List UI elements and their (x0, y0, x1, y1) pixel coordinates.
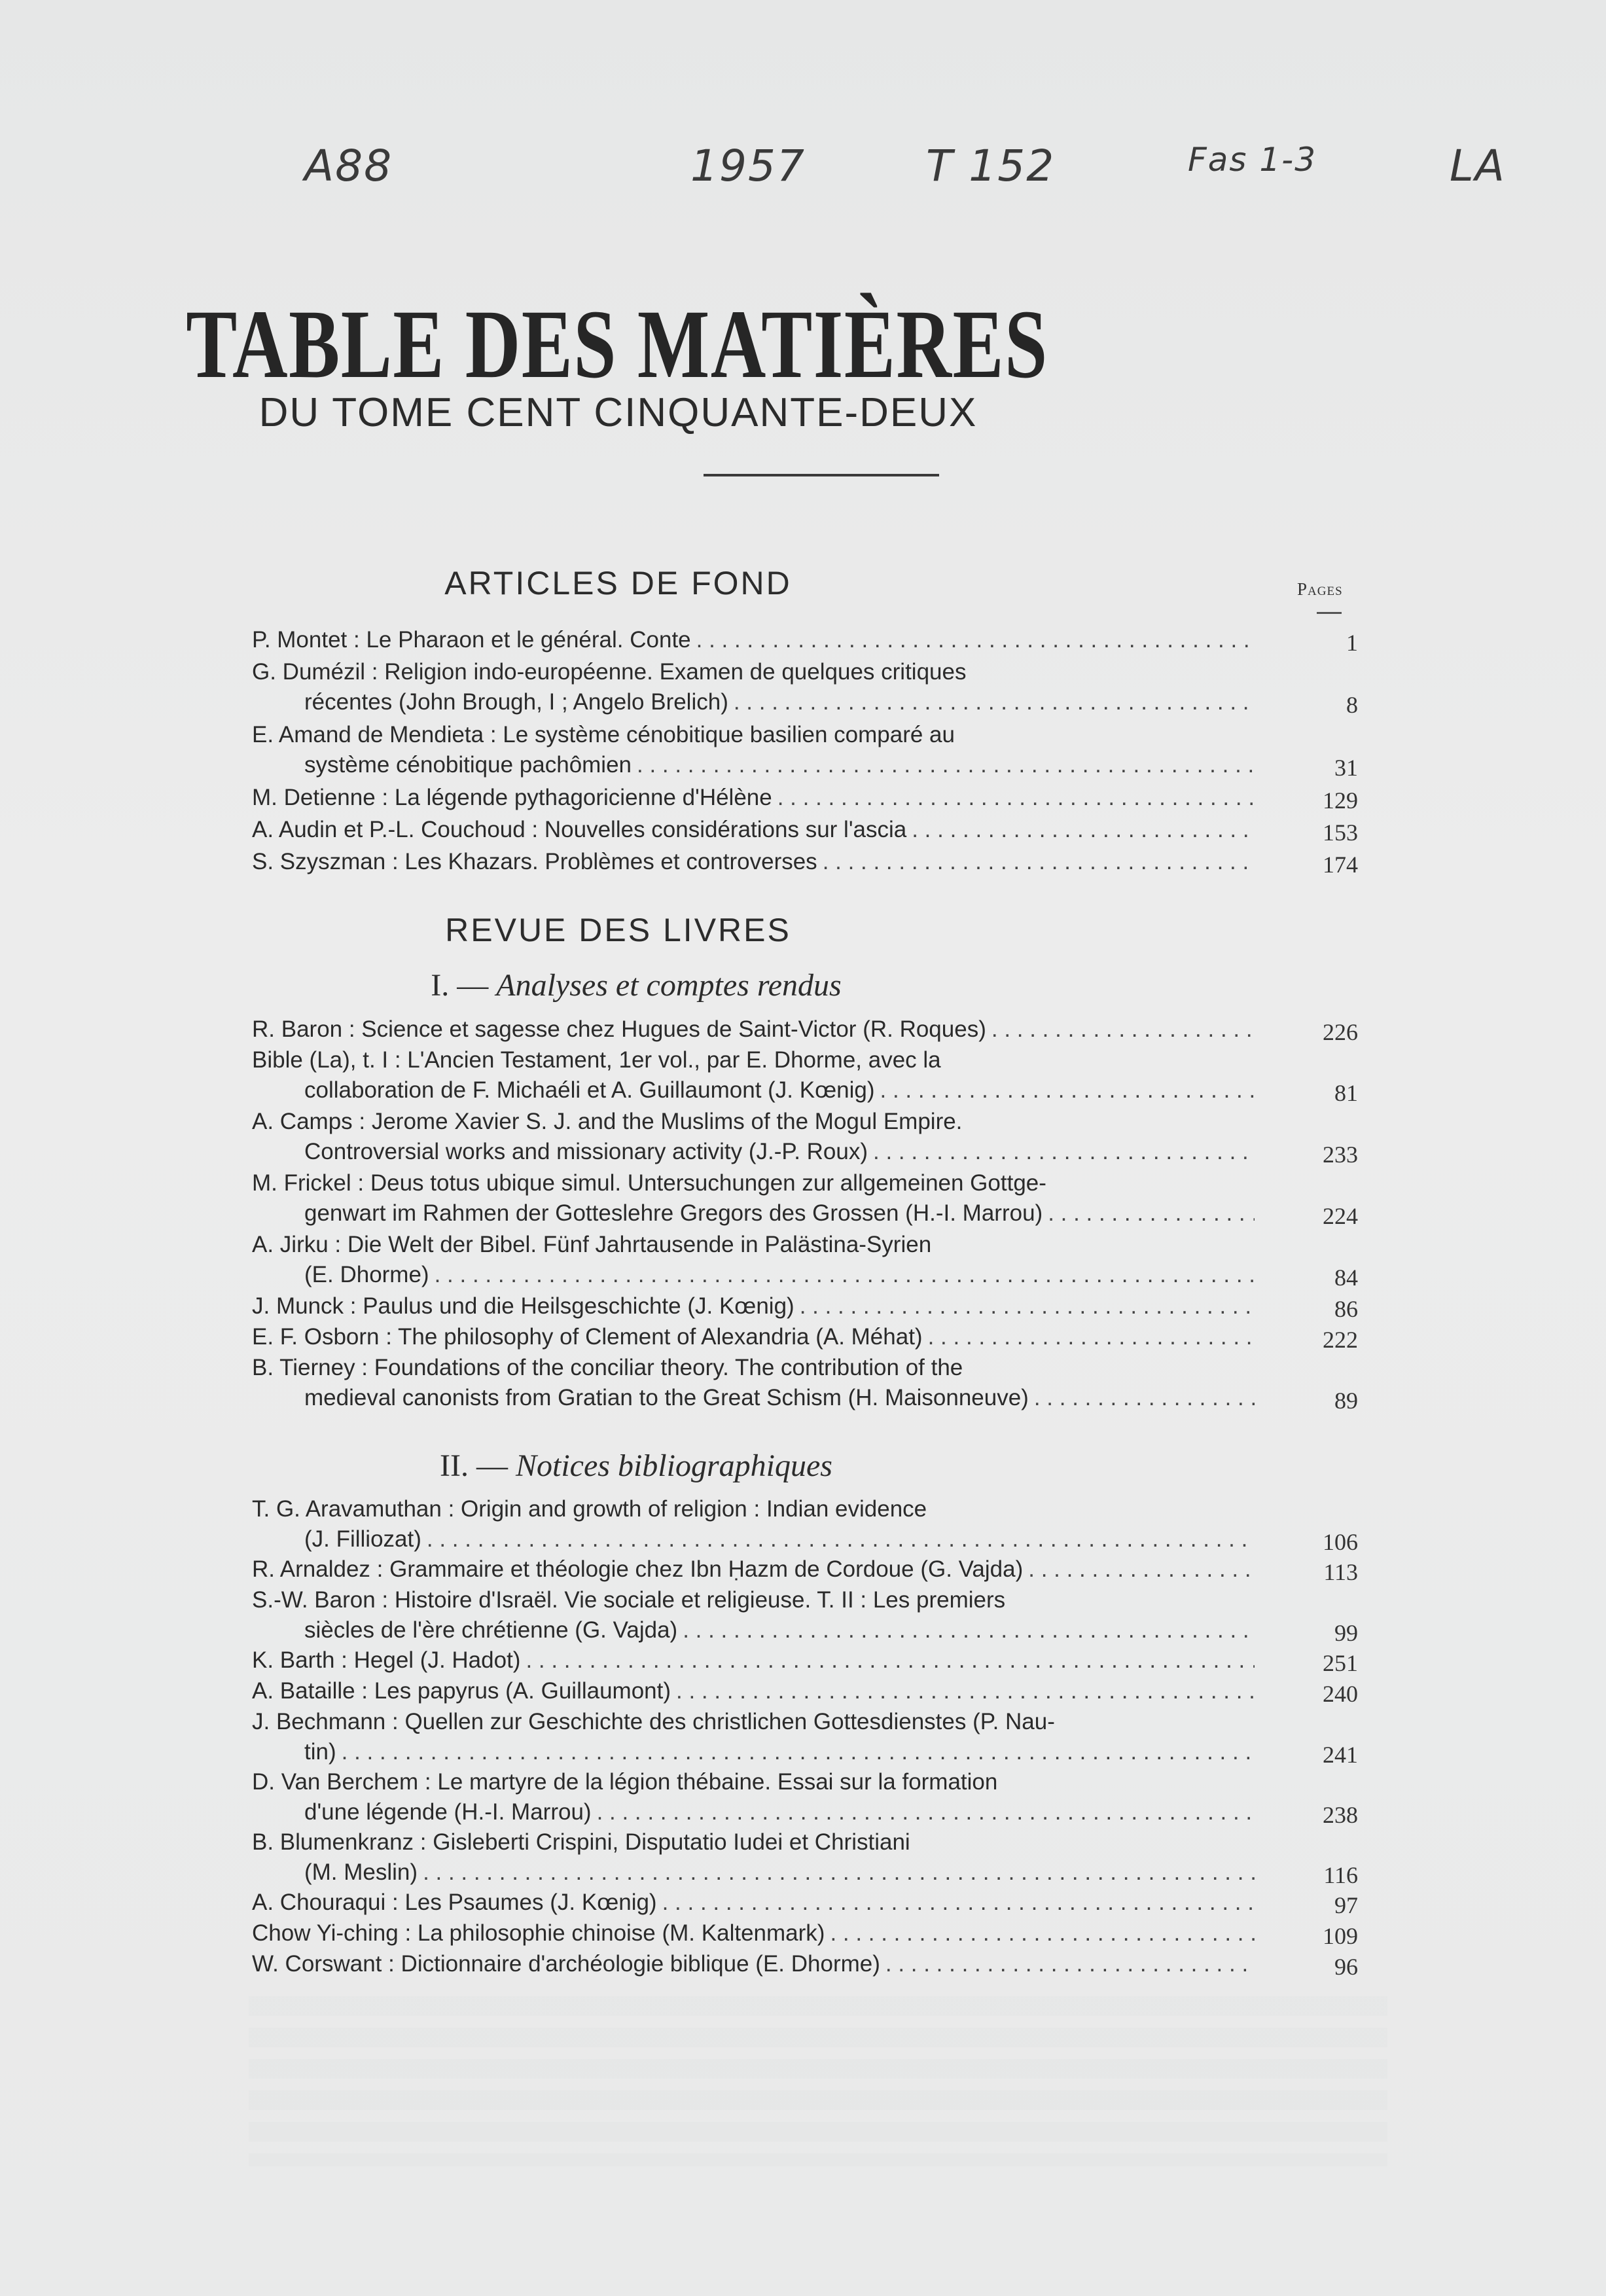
dot-leader (830, 1918, 1255, 1948)
toc-page-number: 238 (1323, 1802, 1358, 1828)
toc-entry (252, 1707, 1260, 1767)
toc-entry-text: R. Baron : Science et sagesse chez Hugues de Saint-Victor (R. Roques) (252, 1016, 986, 1042)
toc-entry-line (252, 1014, 1260, 1045)
toc-entry-text: (J. Filliozat) (304, 1526, 421, 1552)
section-heading-revue: REVUE DES LIVRES (445, 912, 791, 948)
toc-entry (252, 847, 1260, 877)
toc-entry (252, 657, 1260, 717)
toc-entry-text: récentes (John Brough, I ; Angelo Brelich) (304, 689, 728, 715)
toc-entry-text: E. F. Osborn : The philosophy of Clement of Alexandria (A. Méhat) (252, 1324, 923, 1350)
toc-entry-text: A. Audin et P.-L. Couchoud : Nouvelles considérations sur l'ascia (252, 817, 907, 842)
toc-entry (252, 1322, 1260, 1352)
toc-entry (252, 1645, 1260, 1676)
toc-entry-text: M. Frickel : Deus totus ubique simul. Untersuchungen zur allgemeinen Gottge- (252, 1170, 1046, 1196)
dot-leader (696, 625, 1255, 655)
toc-entry-line (252, 1494, 1260, 1524)
subsection-title: Analyses et comptes rendus (496, 968, 842, 1003)
toc-entry-text: tin) (304, 1739, 336, 1765)
toc-entry-text: S. Szyszman : Les Khazars. Problèmes et controverses (252, 849, 817, 874)
toc-entry-text: P. Montet : Le Pharaon et le général. Conte (252, 627, 691, 653)
handwritten-note-3: T 152 (926, 141, 1056, 191)
toc-entry-text: A. Bataille : Les papyrus (A. Guillaumont) (252, 1678, 671, 1704)
toc-entry-line (252, 1737, 1260, 1767)
toc-entry-text: siècles de l'ère chrétienne (G. Vajda) (304, 1617, 678, 1643)
dot-leader (800, 1291, 1255, 1321)
toc-entry-line (252, 1383, 1260, 1413)
toc-entry-text: medieval canonists from Gratian to the Great Schism (H. Maisonneuve) (304, 1385, 1029, 1410)
dot-leader (880, 1075, 1255, 1105)
toc-page-number: 89 (1334, 1388, 1358, 1414)
dot-leader (526, 1645, 1255, 1676)
toc-entry-text: B. Blumenkranz : Gisleberti Crispini, Disputatio Iudei et Christiani (252, 1829, 910, 1855)
section-heading-articles: ARTICLES DE FOND (444, 565, 792, 601)
toc-entry-text: A. Camps : Jerome Xavier S. J. and the Muslims of the Mogul Empire. (252, 1109, 963, 1134)
dot-leader (676, 1676, 1255, 1706)
toc-page-number: 106 (1323, 1529, 1358, 1555)
toc-entry-text: D. Van Berchem : Le martyre de la légion thébaine. Essai sur la formation (252, 1769, 998, 1795)
toc-page-number: 113 (1323, 1559, 1358, 1585)
dot-leader (342, 1737, 1255, 1767)
toc-entry-line (252, 687, 1260, 717)
toc-entry-line (252, 1767, 1260, 1797)
dot-leader (1034, 1383, 1255, 1413)
toc-page-number: 116 (1323, 1862, 1358, 1888)
toc-entry (252, 720, 1260, 780)
toc-entry-text: R. Arnaldez : Grammaire et théologie chez Ibn Ḥazm de Cordoue (G. Vajda) (252, 1556, 1024, 1582)
toc-page-number: 129 (1323, 787, 1358, 814)
toc-entry-text: collaboration de F. Michaéli et A. Guillaumont (J. Kœnig) (304, 1077, 875, 1103)
toc-entry-line (252, 720, 1260, 750)
toc-entry (252, 1014, 1260, 1045)
dot-leader (1028, 1554, 1255, 1585)
toc-entry-line (252, 1230, 1260, 1260)
toc-entry-line (252, 1524, 1260, 1554)
toc-entry-line (252, 1645, 1260, 1676)
pages-column-label: Pages (1297, 579, 1343, 599)
toc-entry (252, 1494, 1260, 1554)
toc-page-number: 84 (1334, 1265, 1358, 1291)
toc-page-number: 96 (1334, 1954, 1358, 1980)
toc-entry-line (252, 1107, 1260, 1137)
dot-leader (885, 1949, 1255, 1979)
toc-entry (252, 783, 1260, 813)
toc-entry-line (252, 1949, 1260, 1979)
bleed-through-text (249, 1996, 1387, 2166)
toc-entry-text: (E. Dhorme) (304, 1262, 429, 1287)
toc-page-number: 251 (1323, 1650, 1358, 1676)
toc-entry-line (252, 1198, 1260, 1229)
toc-entry-line (252, 1075, 1260, 1105)
subsection-heading-notices (0, 1448, 1606, 1484)
toc-page-number: 99 (1334, 1620, 1358, 1646)
toc-entry (252, 1045, 1260, 1105)
toc-entry-text: M. Detienne : La légende pythagoricienne d'Hélène (252, 785, 772, 810)
toc-entry-text: E. Amand de Mendieta : Le système cénobitique basilien comparé au (252, 722, 955, 747)
handwritten-note-5: LA (1450, 141, 1506, 191)
dot-leader (1048, 1198, 1255, 1229)
toc-page-number: 240 (1323, 1681, 1358, 1707)
toc-entry-line (252, 750, 1260, 780)
handwritten-note-1: A88 (304, 141, 393, 191)
toc-entry (252, 1230, 1260, 1290)
toc-entry-line (252, 1615, 1260, 1645)
dot-leader (637, 750, 1255, 780)
toc-entry-line (252, 1260, 1260, 1290)
dot-leader (928, 1322, 1255, 1352)
toc-entry-line (252, 1322, 1260, 1352)
toc-entry-line (252, 1797, 1260, 1827)
dot-leader (823, 847, 1255, 877)
dot-leader (683, 1615, 1255, 1645)
toc-entry-line (252, 1707, 1260, 1737)
page-subtitle: DU TOME CENT CINQUANTE-DEUX (259, 390, 978, 435)
toc-entry (252, 1888, 1260, 1918)
toc-page-number: 222 (1323, 1327, 1358, 1353)
title-rule (704, 474, 939, 476)
toc-entry-line (252, 1045, 1260, 1075)
toc-page-number: 97 (1334, 1892, 1358, 1918)
subsection-title: Notices bibliographiques (515, 1448, 832, 1483)
toc-entry-line (252, 1168, 1260, 1198)
dot-leader (777, 783, 1255, 813)
toc-entry-line (252, 1291, 1260, 1321)
toc-entry-line (252, 1353, 1260, 1383)
toc-entry-text: T. G. Aravamuthan : Origin and growth of religion : Indian evidence (252, 1496, 927, 1522)
toc-entry-line (252, 1137, 1260, 1167)
toc-entry-text: d'une légende (H.-I. Marrou) (304, 1799, 592, 1825)
toc-entry-line (252, 815, 1260, 845)
toc-page-number: 226 (1323, 1019, 1358, 1045)
dot-leader (597, 1797, 1255, 1827)
toc-page-number: 233 (1323, 1141, 1358, 1168)
toc-page-number: 109 (1323, 1923, 1358, 1949)
toc-entry (252, 1168, 1260, 1229)
toc-entry-text: W. Corswant : Dictionnaire d'archéologie biblique (E. Dhorme) (252, 1951, 880, 1977)
handwritten-note-2: 1957 (690, 141, 806, 191)
toc-entry-text: Chow Yi-ching : La philosophie chinoise (M. Kaltenmark) (252, 1920, 825, 1946)
toc-entry-text: système cénobitique pachômien (304, 752, 632, 778)
toc-page-number: 81 (1334, 1080, 1358, 1106)
toc-page-number: 31 (1334, 755, 1358, 781)
page-title: TABLE DES MATIÈRES (186, 290, 1048, 399)
dot-leader (873, 1137, 1255, 1167)
toc-entry (252, 1918, 1260, 1948)
toc-entry-line (252, 1554, 1260, 1585)
toc-page-number: 174 (1323, 852, 1358, 878)
toc-entry (252, 1767, 1260, 1827)
dot-leader (435, 1260, 1255, 1290)
toc-entry-line (252, 1827, 1260, 1857)
toc-entry-text: K. Barth : Hegel (J. Hadot) (252, 1647, 521, 1673)
toc-entry-line (252, 1585, 1260, 1615)
toc-page-number: 1 (1346, 630, 1358, 656)
toc-entry-text: genwart im Rahmen der Gotteslehre Gregors des Grossen (H.-I. Marrou) (304, 1200, 1043, 1226)
dot-leader (427, 1524, 1255, 1554)
toc-page-number: 8 (1346, 692, 1358, 718)
toc-entry-text: B. Tierney : Foundations of the conciliar theory. The contribution of the (252, 1355, 963, 1380)
toc-entry-line (252, 1676, 1260, 1706)
toc-entry-text: (M. Meslin) (304, 1859, 418, 1885)
toc-entry-line (252, 1918, 1260, 1948)
toc-page-number: 86 (1334, 1296, 1358, 1322)
toc-entry (252, 1827, 1260, 1888)
dot-leader (734, 687, 1255, 717)
toc-entry-text: S.-W. Baron : Histoire d'Israël. Vie sociale et religieuse. T. II : Les premiers (252, 1587, 1006, 1613)
toc-entry-text: J. Bechmann : Quellen zur Geschichte des christlichen Gottesdienstes (P. Nau- (252, 1709, 1055, 1734)
toc-entry (252, 1291, 1260, 1321)
toc-entry-line (252, 1888, 1260, 1918)
toc-entry-text: A. Chouraqui : Les Psaumes (J. Kœnig) (252, 1890, 657, 1915)
toc-entry (252, 1107, 1260, 1167)
toc-entry (252, 625, 1260, 655)
toc-entry-text: Controversial works and missionary activity (J.-P. Roux) (304, 1139, 868, 1164)
toc-entry-line (252, 625, 1260, 655)
toc-page-number: 224 (1323, 1203, 1358, 1229)
toc-entry-line (252, 847, 1260, 877)
toc-entry (252, 1585, 1260, 1645)
toc-page-number: 241 (1323, 1742, 1358, 1768)
toc-entry-text: Bible (La), t. I : L'Ancien Testament, 1er vol., par E. Dhorme, avec la (252, 1047, 941, 1073)
dot-leader (662, 1888, 1255, 1918)
dot-leader (912, 815, 1255, 845)
toc-entry-line (252, 783, 1260, 813)
toc-entry (252, 1949, 1260, 1979)
subsection-number: II. — (440, 1448, 508, 1483)
subsection-number: I. — (431, 968, 489, 1003)
toc-entry (252, 1353, 1260, 1413)
toc-entry-line (252, 657, 1260, 687)
toc-entry-text: A. Jirku : Die Welt der Bibel. Fünf Jahrtausende in Palästina-Syrien (252, 1232, 932, 1257)
toc-entry (252, 1676, 1260, 1706)
toc-entry-line (252, 1857, 1260, 1888)
toc-entry-text: J. Munck : Paulus und die Heilsgeschichte (J. Kœnig) (252, 1293, 794, 1319)
toc-entry (252, 1554, 1260, 1585)
handwritten-note-4: Fas 1-3 (1188, 141, 1317, 179)
dot-leader (991, 1014, 1255, 1045)
toc-page-number: 153 (1323, 819, 1358, 846)
toc-entry-text: G. Dumézil : Religion indo-européenne. Examen de quelques critiques (252, 659, 967, 685)
subsection-heading-analyses (0, 967, 1606, 1003)
dot-leader (423, 1857, 1255, 1888)
toc-entry (252, 815, 1260, 845)
